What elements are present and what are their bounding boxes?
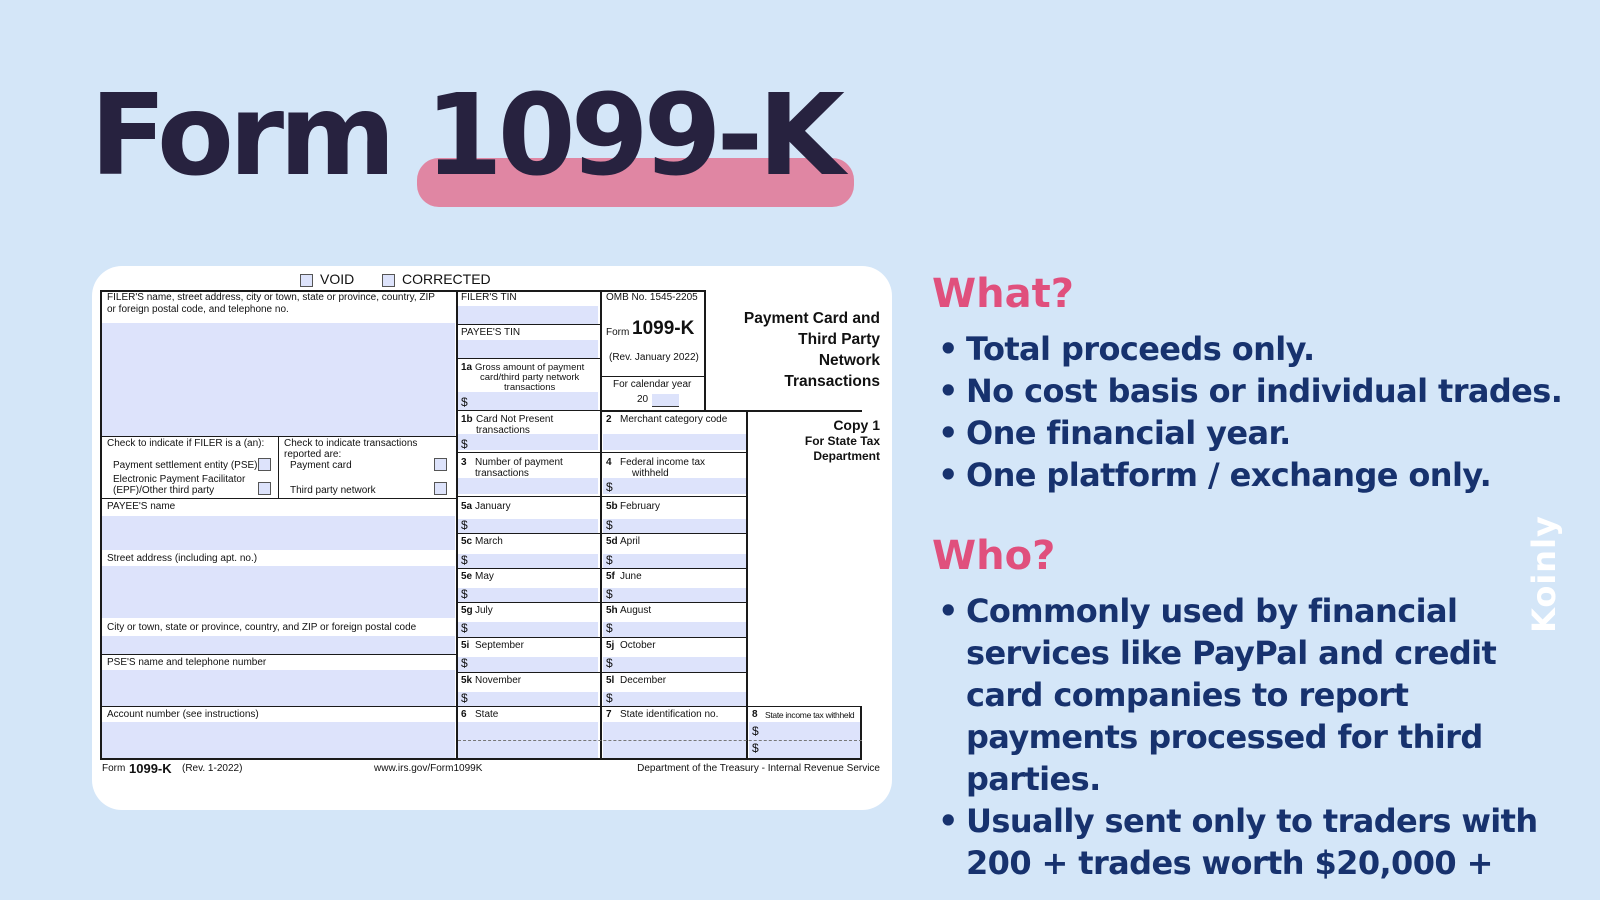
divider <box>458 602 748 603</box>
epf-line: (EPF)/Other third party <box>113 484 215 496</box>
who-list <box>932 590 1582 884</box>
filer-block-label: FILER'S name, street address, city or town, state or province, country, ZIP <box>107 292 435 303</box>
form-word: Form <box>606 327 630 338</box>
field-month-row <box>458 622 598 637</box>
brand-logo-text: Koinly <box>1524 515 1563 633</box>
void-checkbox[interactable] <box>300 274 313 287</box>
dollar-sign: $ <box>606 621 613 635</box>
month-box-label: September <box>475 640 524 651</box>
month-box-label: August <box>620 605 652 616</box>
box-1b-line: Card Not Present <box>476 414 554 425</box>
divider <box>746 412 748 760</box>
payment-card-checkbox[interactable] <box>434 458 447 471</box>
month-box-label: October <box>620 640 656 651</box>
field-month-row <box>603 588 747 603</box>
who-heading: Who? <box>932 533 1056 579</box>
month-box-label: November <box>475 675 522 686</box>
box-1a-number: 1a <box>461 362 473 373</box>
dollar-sign: $ <box>461 553 468 567</box>
pse-checkbox[interactable] <box>258 458 271 471</box>
third-party-network-label: Third party network <box>290 485 376 496</box>
field-filer-tin <box>458 306 598 324</box>
field-street <box>102 566 455 618</box>
footer-form-number: 1099-K <box>129 761 172 776</box>
form-revision: (Rev. January 2022) <box>609 352 699 363</box>
divider <box>100 498 458 499</box>
page-title <box>90 71 840 201</box>
divider <box>602 410 862 412</box>
field-payee-name <box>102 516 455 550</box>
box-4-line: withheld <box>632 467 669 479</box>
dollar-sign: $ <box>606 553 613 567</box>
field-month-row <box>603 554 747 569</box>
dollar-sign: $ <box>461 437 468 451</box>
box-4-line: Federal income tax <box>620 457 706 468</box>
epf-label <box>113 475 245 496</box>
dollar-sign: $ <box>461 395 468 409</box>
month-box-number: 5g <box>461 605 473 616</box>
month-box-label: April <box>620 536 641 547</box>
transaction-type-line: reported are: <box>284 448 342 460</box>
form-number: 1099-K <box>632 318 695 339</box>
box-2-number: 2 <box>606 414 612 425</box>
epf-line: Electronic Payment Facilitator <box>113 474 246 485</box>
title-number: 1099-K <box>424 71 840 201</box>
form-heading-line: Transactions <box>784 373 880 390</box>
box-4-number: 4 <box>606 457 612 468</box>
box-3-line: transactions <box>475 467 529 479</box>
dashed-divider <box>458 740 862 741</box>
dollar-sign: $ <box>461 621 468 635</box>
divider <box>458 358 602 359</box>
divider <box>100 654 458 655</box>
dollar-sign: $ <box>606 691 613 705</box>
dollar-sign: $ <box>606 656 613 670</box>
field-pse-name <box>102 670 455 706</box>
calendar-year-field[interactable] <box>652 394 679 407</box>
info-panel <box>932 270 1582 884</box>
divider <box>704 290 706 412</box>
divider <box>458 533 748 534</box>
box-6-number: 6 <box>461 709 467 720</box>
form-heading-line: Network <box>818 352 880 369</box>
form-card <box>92 266 892 810</box>
divider <box>458 637 748 638</box>
title-number-wrap <box>425 71 840 201</box>
divider <box>458 496 748 497</box>
box-4-label <box>620 458 705 479</box>
month-box-number: 5i <box>461 640 470 651</box>
month-box-label: June <box>620 571 642 582</box>
payee-name-label: PAYEE'S name <box>107 501 176 512</box>
divider <box>602 376 706 377</box>
month-box-number: 5d <box>606 536 618 547</box>
pse-name-label: PSE'S name and telephone number <box>107 657 267 668</box>
field-city <box>102 636 455 654</box>
box-1a-line: transactions <box>504 381 556 393</box>
what-list-item: • One platform / exchange only. <box>932 454 1582 496</box>
payment-card-label: Payment card <box>290 460 352 471</box>
field-month-row <box>458 657 598 672</box>
form-border-right-lower <box>860 706 862 760</box>
box-7-label: State identification no. <box>620 709 719 720</box>
dollar-sign: $ <box>752 741 759 755</box>
corrected-checkbox[interactable] <box>382 274 395 287</box>
box-3-line: Number of payment <box>475 457 563 468</box>
who-list-item: • Usually sent only to traders with 200 + trades worth $20,000 + <box>932 800 1582 884</box>
corrected-label: CORRECTED <box>402 271 491 287</box>
field-4 <box>603 478 747 494</box>
void-label: VOID <box>320 271 355 287</box>
field-month-row <box>603 622 747 637</box>
third-party-network-checkbox[interactable] <box>434 482 447 495</box>
box-1b-number: 1b <box>461 414 473 425</box>
box-2-label: Merchant category code <box>620 414 728 425</box>
box-1b-line: transactions <box>476 424 530 436</box>
box-3-label <box>475 458 563 479</box>
epf-checkbox[interactable] <box>258 482 271 495</box>
who-list-item: • Commonly used by financial services like PayPal and credit card companies to report payments processed for third parties. <box>932 590 1582 800</box>
divider <box>458 324 602 325</box>
city-label: City or town, state or province, country, and ZIP or foreign postal code <box>107 622 417 633</box>
month-box-number: 5a <box>461 501 473 512</box>
what-list-item: • One financial year. <box>932 412 1582 454</box>
month-box-number: 5b <box>606 501 618 512</box>
filer-block-label-2: or foreign postal code, and telephone no. <box>107 304 289 315</box>
month-box-label: July <box>475 605 493 616</box>
month-box-number: 5l <box>606 675 615 686</box>
month-box-label: February <box>620 501 661 512</box>
form-border-left <box>100 290 102 760</box>
transaction-type-label <box>284 439 417 460</box>
calendar-year-label: For calendar year <box>613 379 692 390</box>
box-8-label: State income tax withheld <box>765 710 855 720</box>
dollar-sign: $ <box>461 587 468 601</box>
box-1a-line: card/third party network <box>480 371 580 383</box>
field-month-row <box>603 692 747 707</box>
divider <box>458 410 602 411</box>
calendar-year-prefix: 20 <box>637 394 649 405</box>
payee-tin-label: PAYEE'S TIN <box>461 327 521 338</box>
copy-title: Copy 1 <box>833 417 880 433</box>
divider <box>458 672 748 673</box>
form-heading <box>744 308 880 392</box>
what-list <box>932 328 1582 496</box>
footer-revision: (Rev. 1-2022) <box>182 763 243 774</box>
field-2 <box>603 434 747 450</box>
month-box-number: 5f <box>606 571 615 582</box>
divider <box>458 452 748 453</box>
title-word: Form <box>90 71 391 201</box>
what-section <box>932 270 1582 496</box>
footer-form-word: Form <box>102 763 126 774</box>
field-month-row <box>458 554 598 569</box>
filer-tin-label: FILER'S TIN <box>461 292 517 303</box>
divider <box>100 436 458 437</box>
month-box-number: 5e <box>461 571 473 582</box>
copy-sub: For State Tax <box>804 434 880 448</box>
dollar-sign: $ <box>461 518 468 532</box>
street-label: Street address (including apt. no.) <box>107 553 258 564</box>
copy-label <box>805 416 880 464</box>
month-box-label: May <box>475 571 494 582</box>
month-box-number: 5j <box>606 640 615 651</box>
field-month-row <box>458 692 598 707</box>
what-list-item: • No cost basis or individual trades. <box>932 370 1582 412</box>
dollar-sign: $ <box>606 518 613 532</box>
field-account <box>102 722 455 758</box>
field-month-row <box>603 519 747 534</box>
divider <box>600 290 602 760</box>
month-box-number: 5h <box>606 605 618 616</box>
transaction-type-line: Check to indicate transactions <box>284 438 418 449</box>
dollar-sign: $ <box>461 656 468 670</box>
divider <box>456 290 458 760</box>
box-1b-label <box>476 415 553 436</box>
month-box-number: 5k <box>461 675 473 686</box>
box-8-number: 8 <box>752 709 758 720</box>
copy-sub: Department <box>813 449 880 463</box>
form-1099k-image <box>92 266 892 810</box>
divider <box>278 436 279 498</box>
form-heading-line: Payment Card and <box>743 310 880 327</box>
box-3-number: 3 <box>461 457 467 468</box>
box-1a-label <box>475 363 584 393</box>
month-box-label: December <box>620 675 667 686</box>
footer-department: Department of the Treasury - Internal Revenue Service <box>637 763 880 774</box>
pse-label: Payment settlement entity (PSE) <box>113 460 258 471</box>
what-list-item: • Total proceeds only. <box>932 328 1582 370</box>
month-box-label: March <box>475 536 503 547</box>
divider <box>458 568 748 569</box>
field-3 <box>458 478 598 494</box>
omb-number: OMB No. 1545-2205 <box>606 292 698 303</box>
divider <box>100 706 862 707</box>
filer-type-label: Check to indicate if FILER is a (an): <box>107 438 265 449</box>
form-heading-line: Third Party <box>798 331 880 348</box>
box-1a-line: Gross amount of payment <box>475 362 585 373</box>
field-1a <box>458 392 598 410</box>
dollar-sign: $ <box>606 587 613 601</box>
box-7-number: 7 <box>606 709 612 720</box>
dollar-sign: $ <box>606 480 613 494</box>
field-1b <box>458 434 598 450</box>
field-month-row <box>603 657 747 672</box>
field-month-row <box>458 588 598 603</box>
field-filer-block <box>102 323 455 437</box>
field-payee-tin <box>458 340 598 358</box>
footer-url: www.irs.gov/Form1099K <box>374 763 483 774</box>
box-6-label: State <box>475 709 499 720</box>
field-month-row <box>458 519 598 534</box>
what-heading: What? <box>932 271 1074 317</box>
who-section <box>932 532 1582 884</box>
dollar-sign: $ <box>461 691 468 705</box>
month-box-label: January <box>475 501 511 512</box>
account-label: Account number (see instructions) <box>107 709 259 720</box>
dollar-sign: $ <box>752 724 759 738</box>
month-box-number: 5c <box>461 536 473 547</box>
